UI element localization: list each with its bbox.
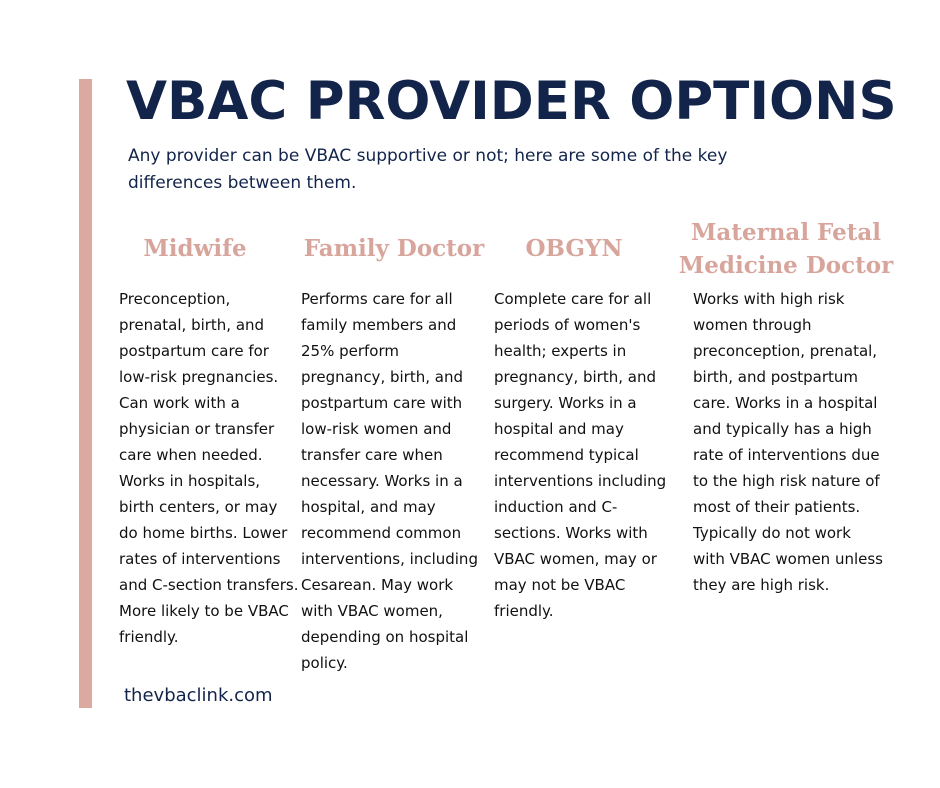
column-body-midwife: Preconception, prenatal, birth, and postpartum care for low-risk pregnancies. Can work with a physician or transfer care when needed. Works in hospitals, birth centers, or may do home births. Lower rates of interventions and C-section transfers. More likely to be VBAC friendly. bbox=[119, 290, 299, 646]
column-heading-midwife: Midwife bbox=[143, 235, 247, 262]
column-body-family-doctor: Performs care for all family members and 25% perform pregnancy, birth, and postpartum care with low-risk women and transfer care when necessary. Works in a hospital, and may recommend common interventions, including Cesarean. May work with VBAC women, depending on hospital policy. bbox=[301, 290, 478, 672]
footer-website: thevbaclink.com bbox=[124, 685, 273, 706]
column-heading-maternal-fetal-medicine: Maternal Fetal Medicine Doctor bbox=[678, 219, 894, 279]
accent-bar bbox=[79, 79, 92, 708]
column-heading-family-doctor: Family Doctor bbox=[303, 235, 485, 262]
column-body-maternal-fetal-medicine: Works with high risk women through preconception, prenatal, birth, and postpartum care. Works in a hospital and typically has a high rate of interventions due to the high risk nature of most of their patients. Typically do not work with VBAC women unless they are high risk. bbox=[693, 290, 883, 594]
column-body-obgyn: Complete care for all periods of women's health; experts in pregnancy, birth, and surgery. Works in a hospital and may recommend typical interventions including induction and C-sections. Works with VBAC women, may or may not be VBAC friendly. bbox=[494, 290, 667, 620]
page-title: VBAC PROVIDER OPTIONS bbox=[126, 71, 897, 132]
page-subtitle: Any provider can be VBAC supportive or not; here are some of the key differences between them. bbox=[128, 146, 728, 193]
column-heading-obgyn: OBGYN bbox=[525, 235, 623, 262]
